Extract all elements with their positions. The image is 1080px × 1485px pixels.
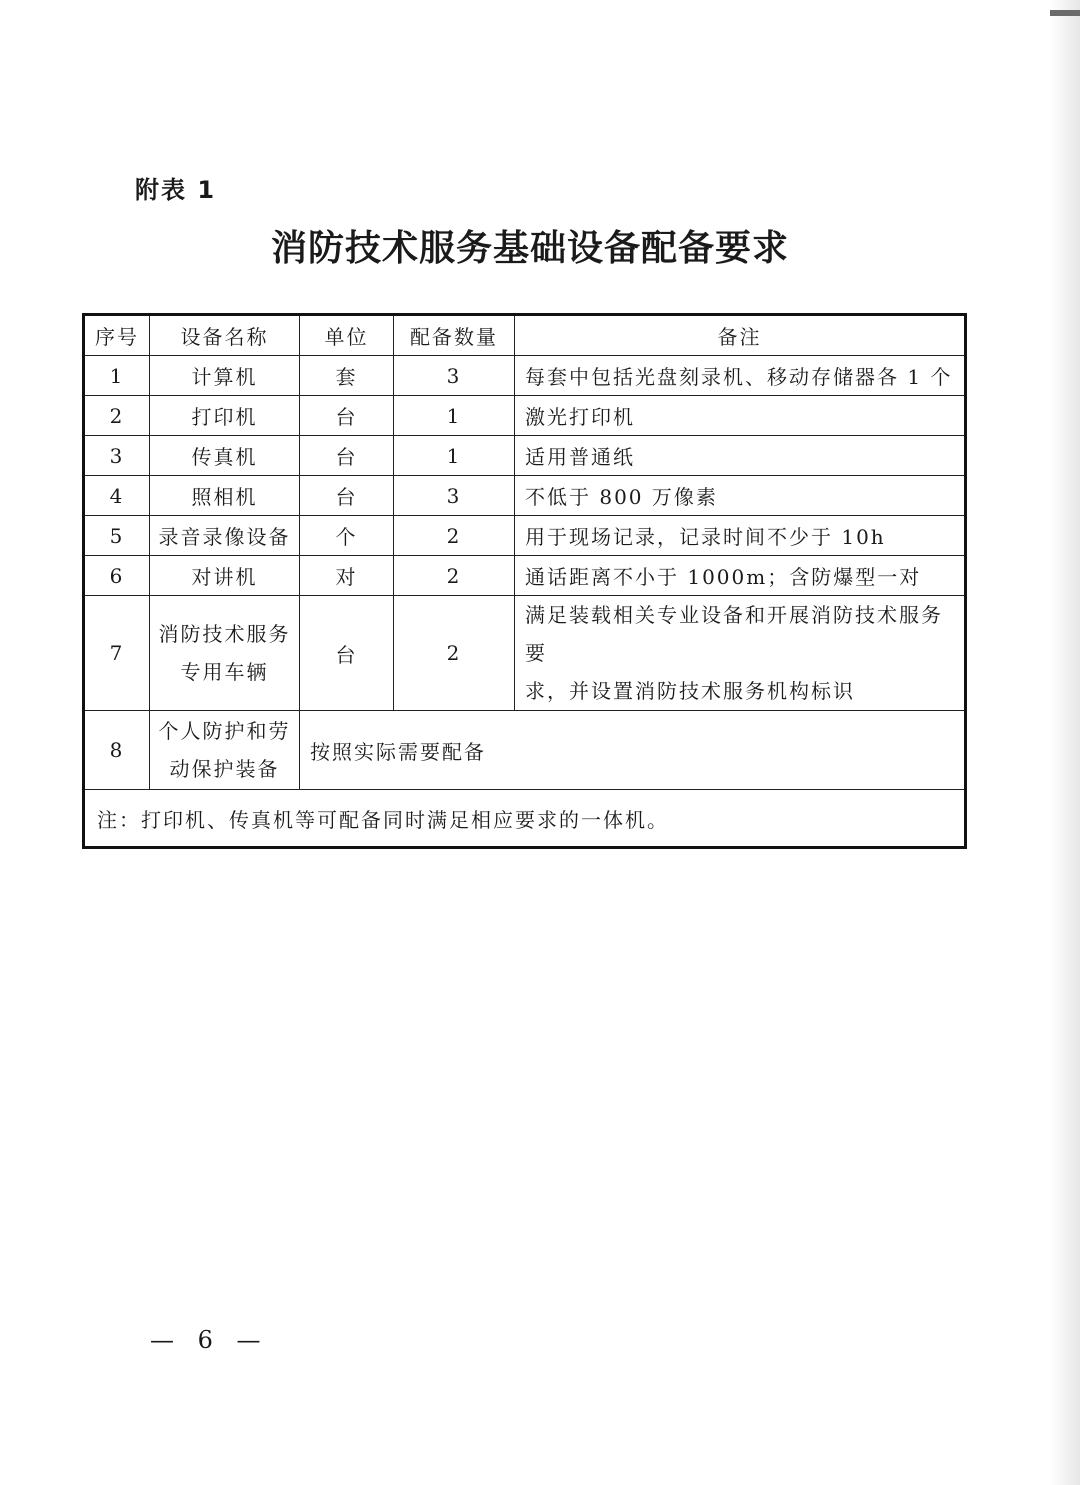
cell-no: 7 (84, 596, 150, 711)
cell-unit: 对 (300, 556, 394, 596)
cell-name (150, 711, 300, 790)
cell-no: 6 (84, 556, 150, 596)
cell-remark (515, 596, 966, 711)
cell-remark: 激光打印机 (515, 396, 966, 436)
header-cell-no: 序号 (84, 315, 150, 356)
cell-name-line: 个人防护和劳 (158, 719, 291, 743)
cell-unit: 台 (300, 596, 394, 711)
cell-name-line: 消防技术服务 (158, 622, 291, 646)
header-cell-unit: 单位 (300, 315, 394, 356)
cell-remark: 通话距离不小于 1000m；含防爆型一对 (515, 556, 966, 596)
cell-name: 录音录像设备 (150, 516, 300, 556)
cell-unit: 台 (300, 476, 394, 516)
cell-name: 照相机 (150, 476, 300, 516)
cell-no: 8 (84, 711, 150, 790)
cell-qty: 2 (394, 556, 515, 596)
cell-name: 计算机 (150, 356, 300, 396)
header-cell-name: 设备名称 (150, 315, 300, 356)
cell-no: 2 (84, 396, 150, 436)
cell-no: 4 (84, 476, 150, 516)
table-row (84, 396, 966, 436)
cell-unit: 套 (300, 356, 394, 396)
cell-remark: 用于现场记录，记录时间不少于 10h (515, 516, 966, 556)
cell-qty: 1 (394, 436, 515, 476)
cell-qty: 3 (394, 476, 515, 516)
document-title: 消防技术服务基础设备配备要求 (270, 228, 789, 269)
cell-name (150, 596, 300, 711)
cell-remark: 每套中包括光盘刻录机、移动存储器各 1 个 (515, 356, 966, 396)
page-number: — 6 — (150, 1326, 269, 1354)
table-row (84, 556, 966, 596)
cell-no: 3 (84, 436, 150, 476)
cell-name-line: 专用车辆 (180, 660, 269, 684)
cell-unit: 台 (300, 396, 394, 436)
cell-no: 5 (84, 516, 150, 556)
cell-qty: 1 (394, 396, 515, 436)
cell-name: 对讲机 (150, 556, 300, 596)
table-header-row (84, 315, 966, 356)
cell-remark: 适用普通纸 (515, 436, 966, 476)
table-row (84, 516, 966, 556)
cell-remark-line: 满足装载相关专业设备和开展消防技术服务要 (525, 603, 943, 665)
cell-qty: 2 (394, 516, 515, 556)
cell-remark: 按照实际需要配备 (300, 711, 966, 790)
cell-remark-line: 求，并设置消防技术服务机构标识 (525, 679, 855, 703)
cell-unit: 台 (300, 436, 394, 476)
cell-no: 1 (84, 356, 150, 396)
header-cell-qty: 配备数量 (394, 315, 515, 356)
cell-name: 传真机 (150, 436, 300, 476)
table-row (84, 711, 966, 790)
table-row (84, 596, 966, 711)
table-row (84, 436, 966, 476)
cell-name-line: 动保护装备 (169, 757, 280, 781)
table-row (84, 356, 966, 396)
cell-remark: 不低于 800 万像素 (515, 476, 966, 516)
table-note-row (84, 790, 966, 848)
cell-qty: 2 (394, 596, 515, 711)
scan-corner-mark (1050, 10, 1080, 16)
attachment-label: 附表 1 (135, 176, 217, 204)
cell-name: 打印机 (150, 396, 300, 436)
header-cell-remark: 备注 (515, 315, 966, 356)
table-note: 注：打印机、传真机等可配备同时满足相应要求的一体机。 (84, 790, 966, 848)
cell-unit: 个 (300, 516, 394, 556)
table-row (84, 476, 966, 516)
cell-qty: 3 (394, 356, 515, 396)
equipment-table (82, 313, 967, 849)
